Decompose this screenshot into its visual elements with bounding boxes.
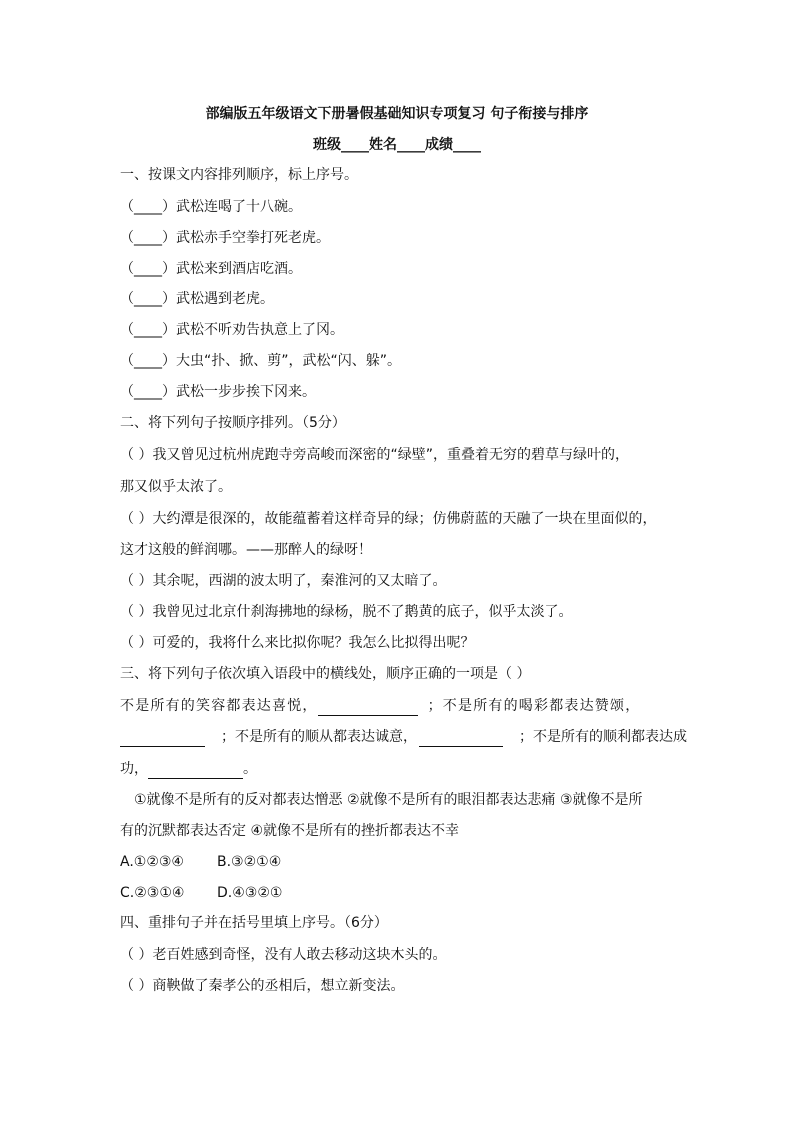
list-item-continuation: 这才这般的鲜润哪。——那醉人的绿呀！ bbox=[120, 542, 372, 558]
options-line-2: 有的沉默都表达否定 ④就像不是所有的挫折都表达不幸 bbox=[120, 823, 459, 839]
section2-heading: 二、将下列句子按顺序排列。（5分） bbox=[120, 415, 346, 431]
fill-blank-1[interactable] bbox=[318, 700, 418, 716]
choice-c: C.②③①④ bbox=[120, 885, 185, 901]
fill-blank-3[interactable] bbox=[419, 731, 503, 747]
list-item: （____）武松不听劝告执意上了冈。 bbox=[120, 322, 344, 338]
paragraph-line-3 bbox=[120, 759, 257, 779]
section1-heading: 一、按课文内容排列顺序，标上序号。 bbox=[120, 167, 358, 183]
paragraph-text: ；不是所有的顺利都表达成 bbox=[519, 729, 687, 745]
list-item-continuation: 那又似乎太浓了。 bbox=[120, 479, 232, 495]
page-title: 部编版五年级语文下册暑假基础知识专项复习 句子衔接与排序 bbox=[205, 106, 589, 122]
list-item: （____）大虫“扑、掀、剪”，武松“闪、躲”。 bbox=[120, 353, 402, 369]
choice-d: D.④③②① bbox=[217, 885, 283, 901]
options-line-1: ①就像不是所有的反对都表达憎恶 ②就像不是所有的眼泪都表达悲痛 ③就像不是所 bbox=[134, 792, 643, 808]
list-item: （ ）我又曾见过杭州虎跑寺旁高峻而深密的“绿壁”，重叠着无穷的碧草与绿叶的， bbox=[120, 447, 629, 463]
paragraph-text: 。 bbox=[243, 761, 257, 777]
list-item: （ ）大约潭是很深的，故能蕴蓄着这样奇异的绿；仿佛蔚蓝的天融了一块在里面似的， bbox=[120, 511, 657, 527]
paragraph-text: ；不是所有的顺从都表达诚意， bbox=[221, 729, 417, 745]
list-item: （____）武松遇到老虎。 bbox=[120, 291, 274, 307]
paragraph-text: 功， bbox=[120, 761, 148, 777]
list-item: （ ）可爱的，我将什么来比拟你呢？我怎么比拟得出呢？ bbox=[120, 635, 475, 651]
paragraph-text: ；不是所有的喝彩都表达赞颂， bbox=[427, 698, 641, 714]
list-item: （____）武松赤手空拳打死老虎。 bbox=[120, 230, 330, 246]
paragraph-line-1 bbox=[120, 696, 640, 716]
section4-heading: 四、重排句子并在括号里填上序号。（6分） bbox=[120, 915, 388, 931]
list-item: （____）武松来到酒店吃酒。 bbox=[120, 261, 302, 277]
list-item: （ ）商鞅做了秦孝公的丞相后，想立新变法。 bbox=[120, 978, 405, 994]
choice-a: A.①②③④ bbox=[120, 854, 184, 870]
student-info-line: 班级____姓名____成绩____ bbox=[313, 137, 481, 153]
paragraph-text: 不是所有的笑容都表达喜悦， bbox=[120, 698, 318, 714]
choice-b: B.③②①④ bbox=[217, 854, 282, 870]
list-item: （ ）其余呢，西湖的波太明了，秦淮河的又太暗了。 bbox=[120, 573, 447, 589]
section3-heading: 三、将下列句子依次填入语段中的横线处，顺序正确的一项是（ ） bbox=[120, 666, 531, 682]
fill-blank-2[interactable] bbox=[120, 731, 205, 747]
list-item: （____）武松一步步挨下冈来。 bbox=[120, 384, 316, 400]
paragraph-line-2 bbox=[120, 727, 687, 747]
list-item: （ ）老百姓感到奇怪，没有人敢去移动这块木头的。 bbox=[120, 947, 447, 963]
list-item: （____）武松连喝了十八碗。 bbox=[120, 199, 302, 215]
fill-blank-4[interactable] bbox=[148, 763, 243, 779]
list-item: （ ）我曾见过北京什刹海拂地的绿杨，脱不了鹅黄的底子，似乎太淡了。 bbox=[120, 604, 573, 620]
